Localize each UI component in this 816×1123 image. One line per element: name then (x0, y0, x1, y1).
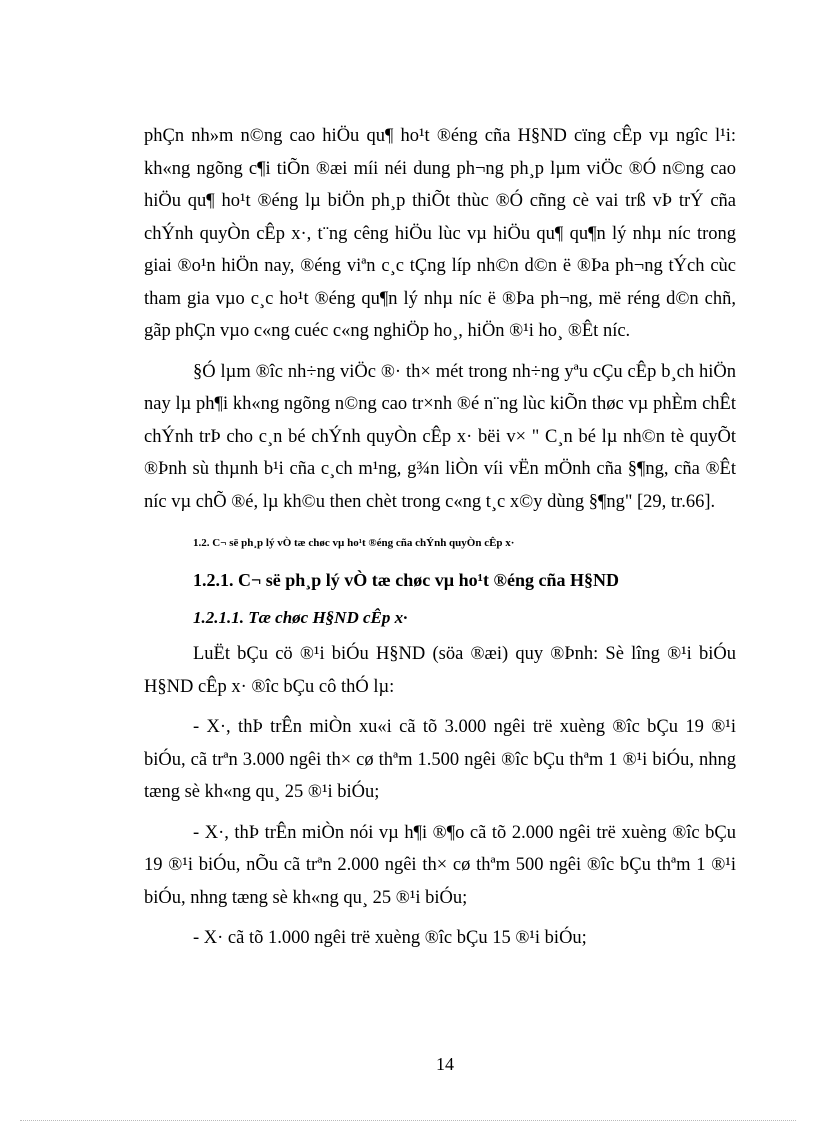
page-number: 14 (436, 1054, 454, 1074)
subsubsection-heading: 1.2.1.1. Tæ chøc H§ND cÊp x· (193, 608, 408, 627)
document-page (144, 120, 736, 955)
list-item-1: - X·, thÞ trÊn miÒn xu«i cã tõ 3.000 ngêi trë xuèng ®îc bÇu 19 ®¹i biÓu, cã trªn 3.000 ngêi th× cø thªm 1.500 ngêi ®îc bÇu thªm 1 ®¹i biÓu, nhng tæng sè kh«ng qu¸ 25 ®¹i biÓu; (144, 717, 736, 802)
body-paragraph-1: phÇn nh»m n©ng cao hiÖu qu¶ ho¹t ®éng cña H§ND cïng cÊp vµ ngîc l¹i: kh«ng ngõng c¶i tiÕn ®æi míi néi dung ph¬ng ph¸p lµm viÖc ®Ó n©ng cao hiÖu qu¶ ho¹t ®éng lµ biÖn ph¸p thiÕt thùc ®Ó cñng cè vai trß vÞ trÝ cña chÝnh quyÒn cÊp x·, t¨ng cêng hiÖu lùc vµ hiÖu qu¶ qu¶n lý nhµ níc trong giai ®o¹n hiÖn nay, ®éng viªn c¸c tÇng líp nh©n d©n ë ®Þa ph¬ng tÝch cùc tham gia vµo c¸c ho¹t ®éng qu¶n lý nhµ níc ë ®Þa ph¬ng, më réng d©n chñ, gãp phÇn vµo c«ng cuéc c«ng nghiÖp ho¸, hiÖn ®¹i ho¸ ®Êt níc. (144, 126, 736, 341)
body-paragraph-2: §Ó lµm ®îc nh÷ng viÖc ®· th× mét trong nh÷ng yªu cÇu cÊp b¸ch hiÖn nay lµ ph¶i kh«ng ngõng n©ng cao tr×nh ®é n¨ng lùc kiÕn thøc vµ phÈm chÊt chÝnh trÞ cho c¸n bé chÝnh quyÒn cÊp x· bëi v× " C¸n bé lµ nh©n tè quyÕt ®Þnh sù thµnh b¹i cña c¸ch m¹ng, g¾n liÒn víi vËn mÖnh cña §¶ng, cña ®Êt níc vµ chÕ ®é, lµ kh©u then chèt trong c«ng t¸c x©y dùng §¶ng" [29, tr.66]. (144, 361, 736, 512)
subsection-heading: 1.2.1. C¬ së ph¸p lý vÒ tæ chøc vµ ho¹t ®éng cña H§ND (193, 570, 619, 590)
section-heading: 1.2. C¬ së ph¸p lý vÒ tæ chøc vµ ho¹t ®éng cña chÝnh quyÒn cÊp x· (193, 537, 515, 549)
list-item-3: - X· cã tõ 1.000 ngêi trë xuèng ®îc bÇu 15 ®¹i biÓu; (193, 928, 587, 948)
law-paragraph: LuËt bÇu cö ®¹i biÓu H§ND (söa ®æi) quy ®Þnh: Sè lîng ®¹i biÓu H§ND cÊp x· ®îc bÇu cô thÓ lµ: (144, 644, 736, 697)
footer-divider (20, 1120, 796, 1121)
list-item-2: - X·, thÞ trÊn miÒn nói vµ h¶i ®¶o cã tõ 2.000 ngêi trë xuèng ®îc bÇu 19 ®¹i biÓu, nÕu cã trªn 2.000 ngêi th× cø thªm 500 ngêi ®îc bÇu thªm 1 ®¹i biÓu, nhng tæng sè kh«ng qu¸ 25 ®¹i biÓu; (144, 822, 736, 908)
